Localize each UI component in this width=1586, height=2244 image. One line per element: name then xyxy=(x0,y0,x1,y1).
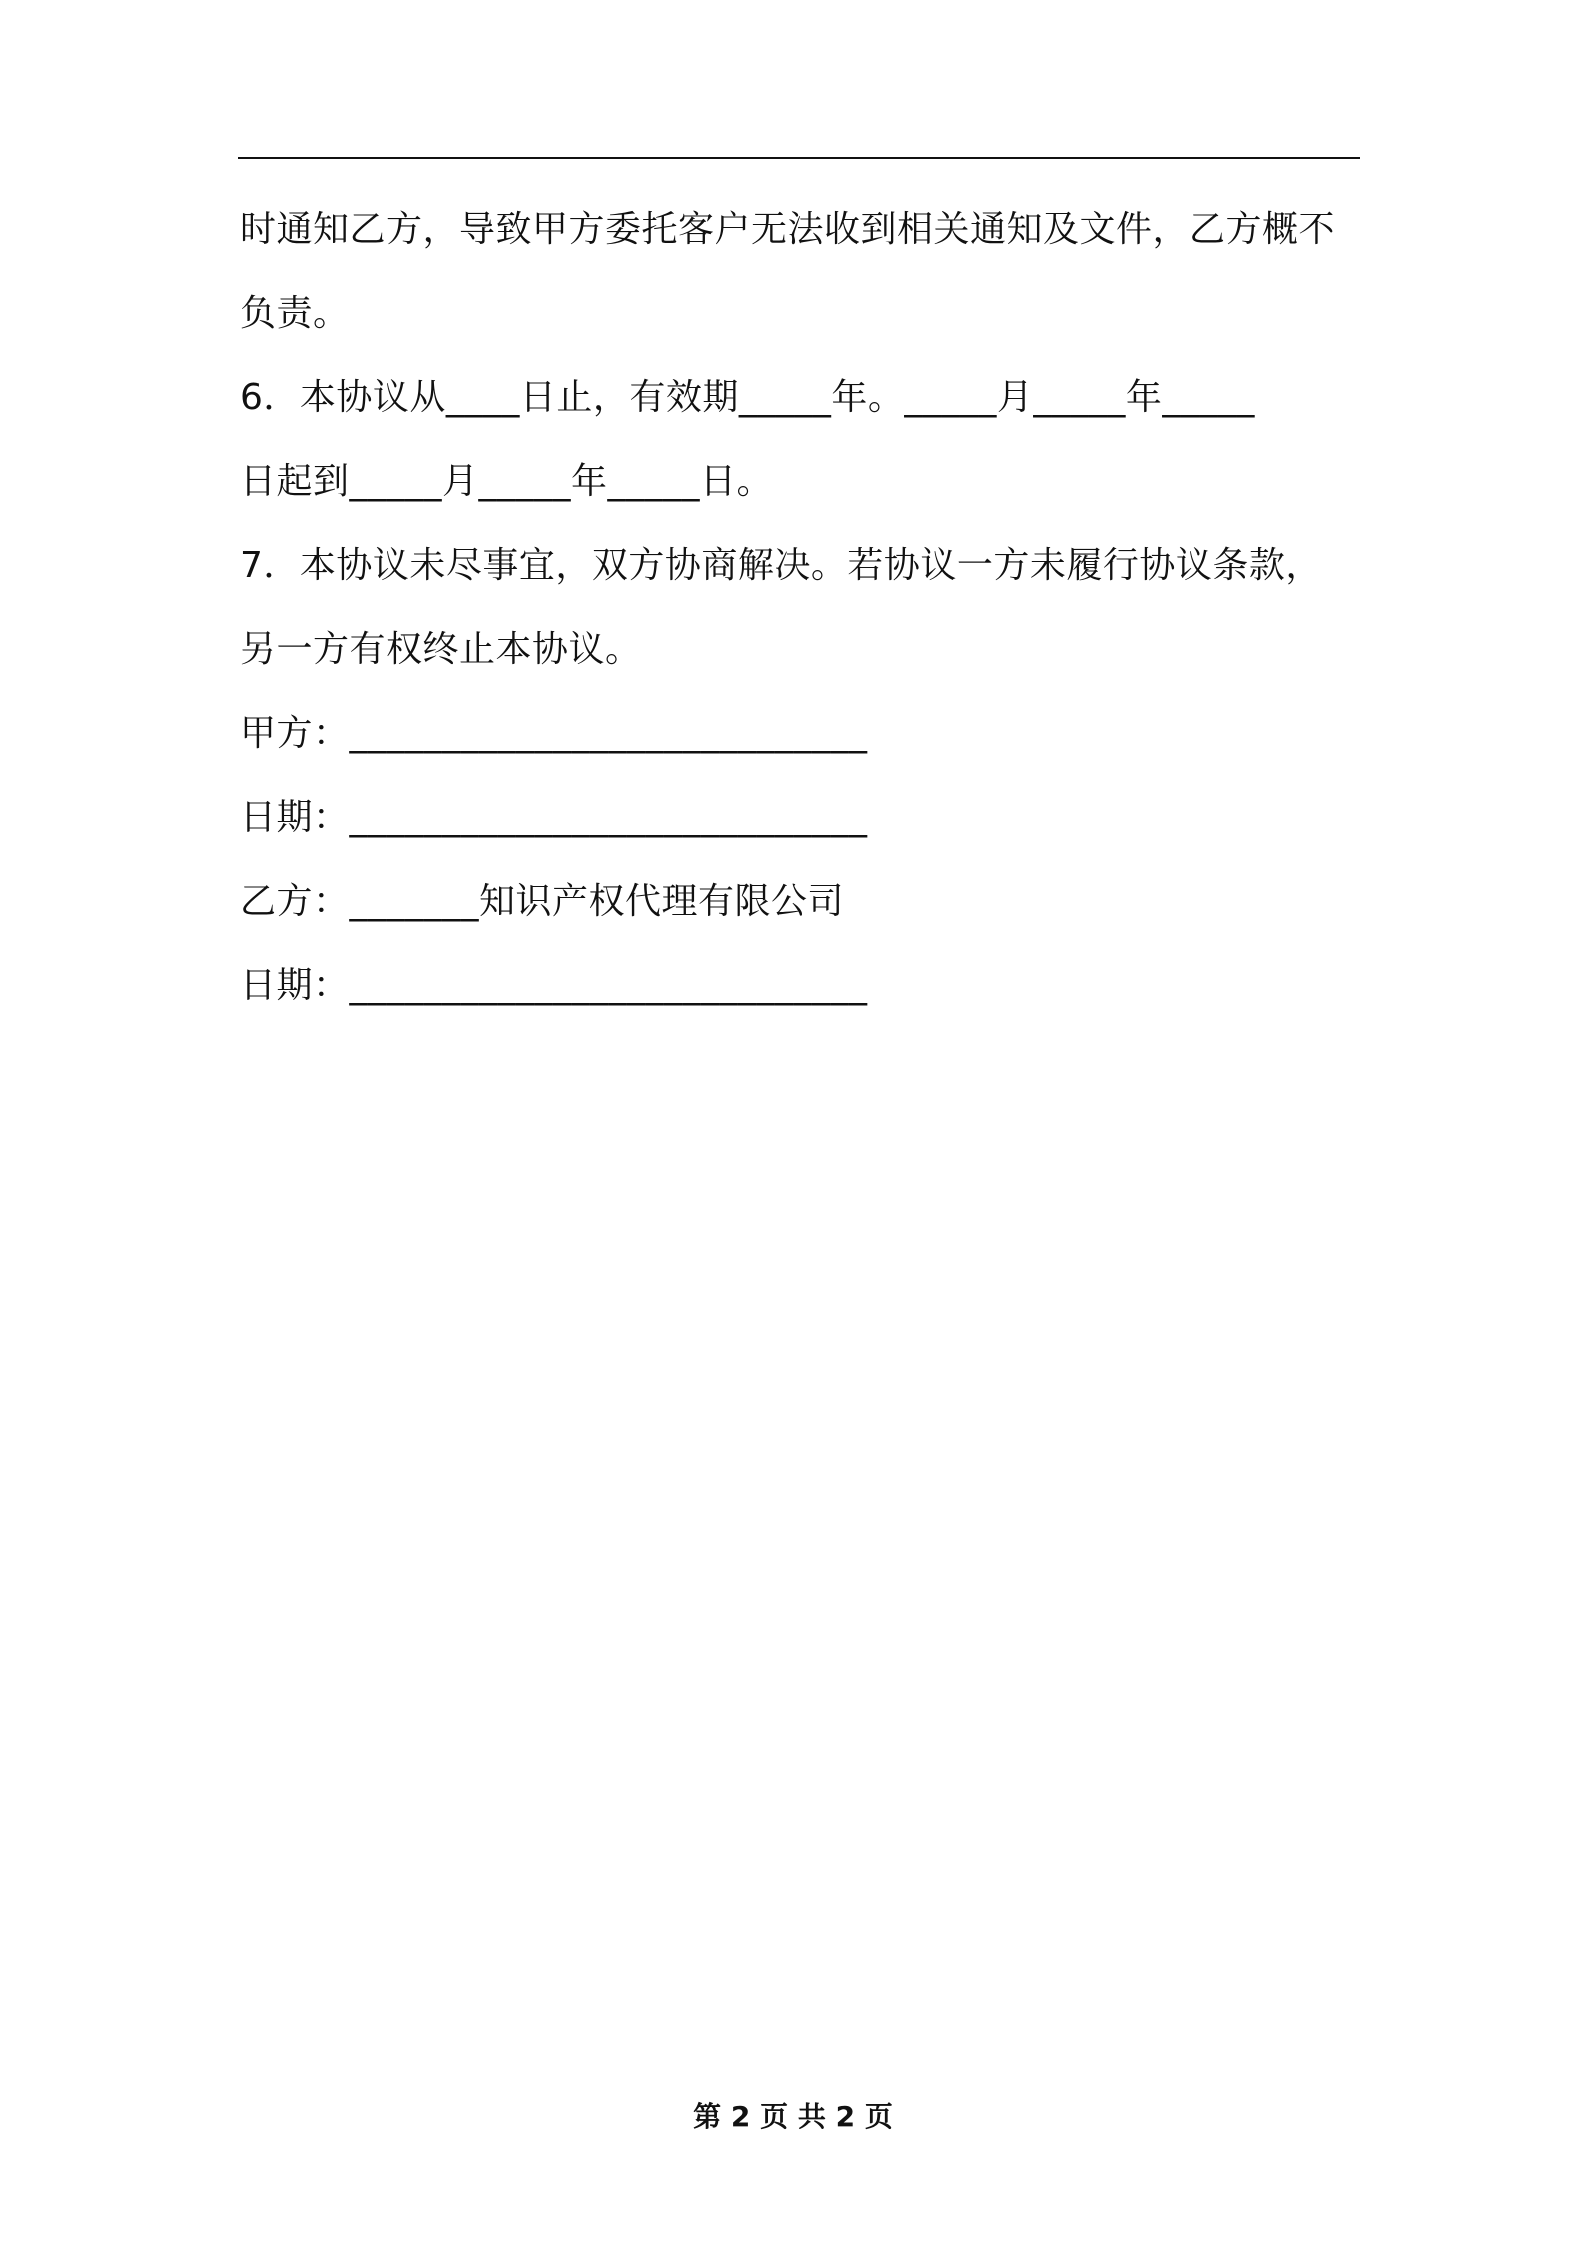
clause-7-line-1: 7．本协议未尽事宜，双方协商解决。若协议一方未履行协议条款， xyxy=(240,545,1322,586)
party-b-signature-line: 乙方：_______知识产权代理有限公司 xyxy=(240,881,845,922)
page-number-footer: 第 2 页 共 2 页 xyxy=(693,2100,893,2133)
party-a-date-line: 日期：____________________________ xyxy=(240,797,868,838)
paragraph-line-notice-end: 时通知乙方，导致甲方委托客户无法收到相关通知及文件，乙方概不 xyxy=(240,209,1336,250)
clause-7-line-2: 另一方有权终止本协议。 xyxy=(240,629,642,670)
party-b-date-line: 日期：____________________________ xyxy=(240,965,868,1006)
party-a-signature-line: 甲方：____________________________ xyxy=(240,713,868,754)
clause-6-line-1: 6．本协议从____日止，有效期_____年。_____月_____年_____ xyxy=(240,377,1255,418)
paragraph-line-responsibility: 负责。 xyxy=(240,293,350,334)
header-rule xyxy=(238,157,1360,159)
clause-6-line-2: 日起到_____月_____年_____日。 xyxy=(240,461,774,502)
